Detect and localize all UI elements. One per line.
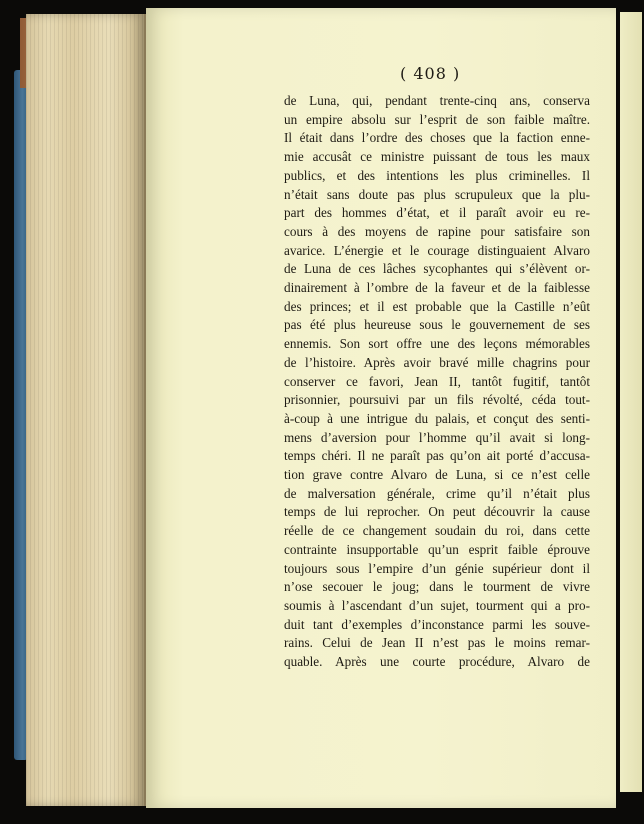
text-line: quable. Après une courte procédure, Alvaro de bbox=[284, 654, 590, 670]
text-line: temps chéri. Il ne paraît pas qu’on ait porté d’accusa- bbox=[284, 448, 590, 464]
text-line: soumis à l’ascendant d’un sujet, tourment qui a pro- bbox=[284, 597, 590, 613]
book-page-edges bbox=[26, 14, 146, 806]
text-line: avarice. L’énergie et le courage distinguaient Alvaro bbox=[284, 242, 590, 258]
text-line: tion grave contre Alvaro de Luna, si ce n’est celle bbox=[284, 467, 590, 483]
page-body-text bbox=[284, 92, 590, 672]
text-line: à-coup à une intrigue du palais, et conçut des senti- bbox=[284, 410, 590, 426]
text-line: de Luna de ces lâches sycophantes qui s’élèvent or- bbox=[284, 261, 590, 277]
text-line: conserver ce favori, Jean II, tantôt fugitif, tantôt bbox=[284, 373, 590, 389]
text-line: rains. Celui de Jean II n’est pas le moins remar- bbox=[284, 635, 590, 651]
text-line: de malversation générale, crime qu’il n’était plus bbox=[284, 485, 590, 501]
text-line: de l’histoire. Après avoir bravé mille chagrins pour bbox=[284, 354, 590, 370]
text-line: mie accusât ce ministre puissant de tous les maux bbox=[284, 149, 590, 165]
text-line: dinairement à l’ombre de la faveur et de la faiblesse bbox=[284, 280, 590, 296]
text-line: mens d’aversion pour l’homme qu’il avait si long- bbox=[284, 429, 590, 445]
text-line: contrainte insupportable qu’un esprit faible éprouve bbox=[284, 541, 590, 557]
text-line: cours à des moyens de rapine pour satisfaire son bbox=[284, 223, 590, 239]
text-line: pas été plus heureuse sous le gouvernement de ses bbox=[284, 317, 590, 333]
text-line: Il était dans l’ordre des choses que la faction enne- bbox=[284, 130, 590, 146]
text-line: toujours sous l’empire d’un génie supérieur dont il bbox=[284, 560, 590, 576]
text-line: des princes; et il est probable que la Castille n’eût bbox=[284, 298, 590, 314]
text-line: réelle de ce changement soudain du roi, dans cette bbox=[284, 523, 590, 539]
text-line: publics, et des intentions les plus criminelles. Il bbox=[284, 167, 590, 183]
text-line: prisonnier, poursuivi par un fils révolté, céda tout- bbox=[284, 392, 590, 408]
text-line: temps de lui reprocher. On peut découvrir la cause bbox=[284, 504, 590, 520]
text-line: duit tant d’exemples d’inconstance parmi les souve- bbox=[284, 616, 590, 632]
text-line: de Luna, qui, pendant trente-cinq ans, conserva bbox=[284, 93, 590, 108]
text-line: part des hommes d’état, et il paraît avoir eu re- bbox=[284, 205, 590, 221]
facing-page-edge bbox=[620, 12, 642, 792]
text-line: un empire absolu sur l’esprit de son faible maître. bbox=[284, 111, 590, 127]
text-line: n’ose secouer le joug; dans le tourment de vivre bbox=[284, 579, 590, 595]
text-line: n’était sans doute pas plus scrupuleux que la plu- bbox=[284, 186, 590, 202]
page-number: ( 408 ) bbox=[400, 64, 461, 83]
text-line: ennemis. Son sort offre une des leçons mémorables bbox=[284, 336, 590, 352]
